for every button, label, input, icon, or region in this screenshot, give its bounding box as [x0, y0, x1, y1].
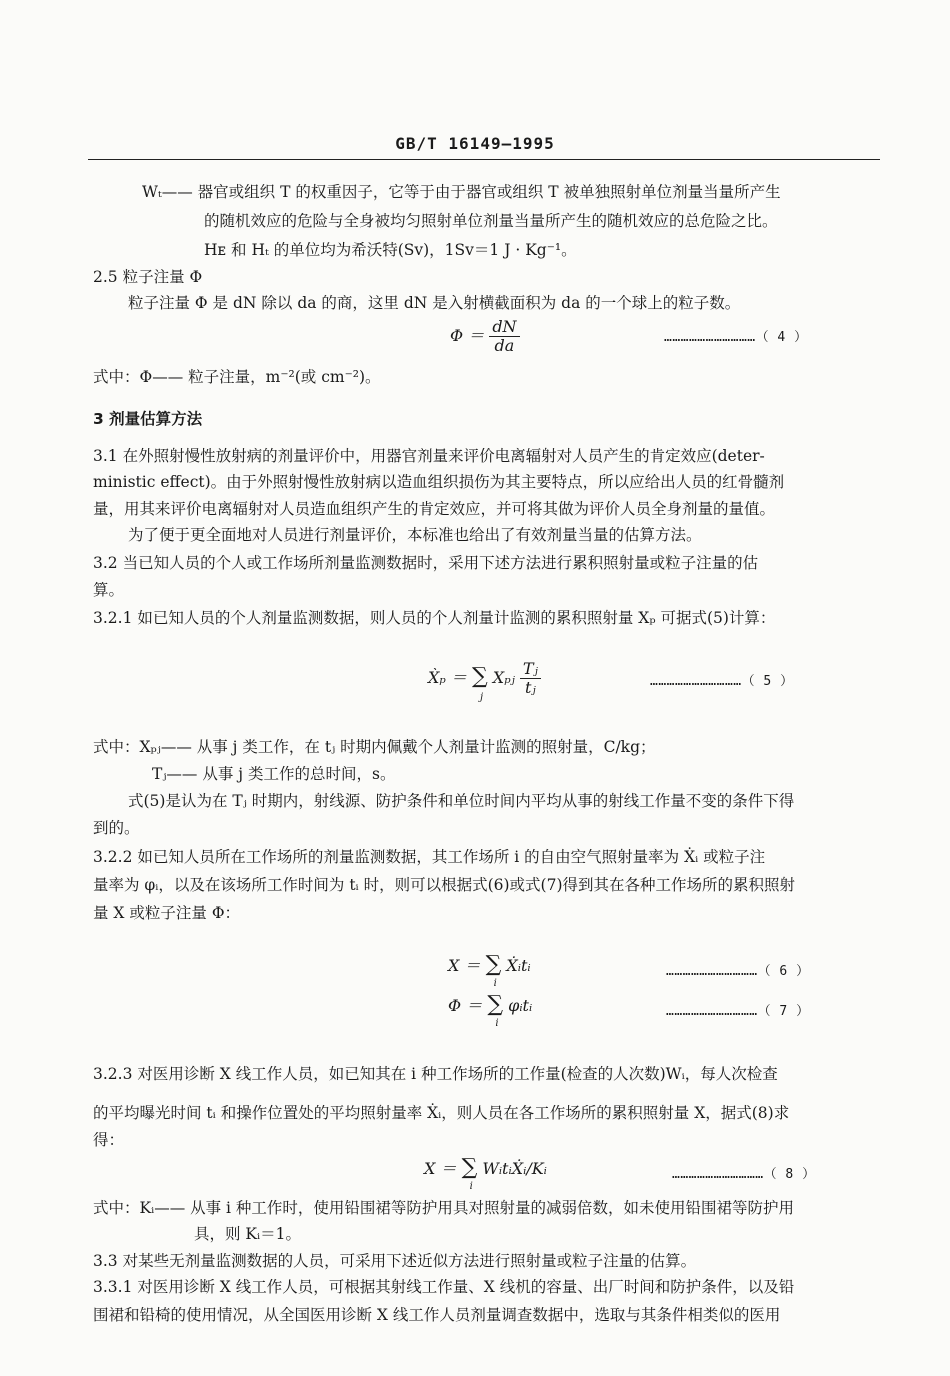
section-3-2-2-line: 量 X 或粒子注量 Φ： [93, 904, 241, 922]
formula-7-term: φᵢtᵢ [508, 996, 533, 1015]
formula-4-fraction [489, 318, 519, 355]
formula-8-lhs: X ＝ [424, 1159, 457, 1178]
formula-5-note: 到的。 [93, 819, 140, 837]
sum-symbol: ∑ [461, 1155, 478, 1180]
wt-definition-line: Wₜ—— 器官或组织 T 的权重因子，它等于由于器官或组织 T 被单独照射单位剂量当量所产生 [142, 183, 781, 201]
section-3-title: 3 剂量估算方法 [93, 410, 203, 428]
section-3-2-3-line: 得： [93, 1131, 125, 1149]
sum-index: i [495, 1018, 499, 1029]
formula-4 [450, 318, 520, 355]
sum-symbol: ∑ [485, 952, 502, 977]
section-3-2-3-line: 的平均曝光时间 tᵢ 和操作位置处的平均照射量率 Ẋᵢ，则人员在各工作场所的累积照射量 X，据式(8)求 [93, 1104, 790, 1122]
formula-5-denominator: tⱼ [525, 678, 536, 697]
sum-index: i [469, 1181, 473, 1192]
wt-definition-line: 的随机效应的危险与全身被均匀照射单位剂量当量所产生的随机效应的总危险之比。 [204, 212, 778, 230]
formula-4-lhs: Φ ＝ [450, 326, 485, 345]
formula-6 [448, 952, 531, 989]
equation-tag-7: ……………………………（ 7 ） [666, 1004, 810, 1019]
formula-5-where: 式中：Xₚⱼ—— 从事 j 类工作，在 tⱼ 时期内佩戴个人剂量计监测的照射量，C/kg； [93, 738, 656, 756]
document-code-header: GB/T 16149—1995 [395, 134, 555, 153]
sum-symbol: ∑ [487, 992, 504, 1017]
formula-7-lhs: Φ ＝ [448, 996, 483, 1015]
formula-5-term: Xₚⱼ [492, 668, 515, 687]
header-rule [88, 159, 880, 160]
formula-7 [448, 992, 533, 1029]
section-3-2-line: 3.2 当已知人员的个人或工作场所剂量监测数据时，采用下述方法进行累积照射量或粒子注量的估 [93, 554, 759, 572]
formula-8-where: 式中：Kᵢ—— 从事 i 种工作时，使用铅围裙等防护用具对照射量的减弱倍数，如未使用铅围裙等防护用 [93, 1199, 794, 1217]
formula-5-note: 式(5)是认为在 Tⱼ 时期内，射线源、防护条件和单位时间内平均从事的射线工作量不变的条件下得 [128, 792, 795, 810]
formula-4-denominator: da [494, 336, 515, 355]
equation-tag-4: ……………………………（ 4 ） [664, 330, 808, 345]
formula-4-numerator: dN [489, 318, 519, 337]
section-3-2-3-line: 3.2.3 对医用诊断 X 线工作人员，如已知其在 i 种工作场所的工作量(检查的人次数)Wᵢ，每人次检查 [93, 1065, 778, 1083]
formula-8-term: WᵢtᵢẊᵢ/Kᵢ [482, 1159, 547, 1178]
section-3-3-1-line: 3.3.1 对医用诊断 X 线工作人员，可根据其射线工作量、X 线机的容量、出厂时间和防护条件，以及铅 [93, 1278, 795, 1296]
formula-5-fraction [520, 660, 541, 697]
section-3-2-1-line: 3.2.1 如已知人员的个人剂量监测数据，则人员的个人剂量计监测的累积照射量 Xₚ 可据式(5)计算： [93, 609, 776, 627]
wt-definition-line: Hᴇ 和 Hₜ 的单位均为希沃特(Sv)，1Sv＝1 J · Kg⁻¹。 [204, 241, 577, 259]
formula-5-where: Tⱼ—— 从事 j 类工作的总时间，s。 [152, 765, 396, 783]
section-3-1-line: 3.1 在外照射慢性放射病的剂量评价中，用器官剂量来评价电离辐射对人员产生的肯定效应(deter- [93, 447, 765, 465]
section-3-2-2-line: 量率为 φᵢ，以及在该场所工作时间为 tᵢ 时，则可以根据式(6)或式(7)得到其在各种工作场所的累积照射 [93, 876, 796, 894]
formula-5-numerator: Tⱼ [520, 660, 541, 679]
section-3-3-1-line: 围裙和铅椅的使用情况，从全国医用诊断 X 线工作人员剂量调查数据中，选取与其条件相类似的医用 [93, 1306, 781, 1324]
sum-index: i [493, 978, 497, 989]
section-3-1-line: 量，用其来评价电离辐射对人员造血组织产生的肯定效应，并可将其做为评价人员全身剂量的量值。 [93, 500, 776, 518]
formula-6-term: Ẋᵢtᵢ [506, 956, 531, 975]
formula-6-lhs: X ＝ [448, 956, 481, 975]
formula-8-where: 具，则 Kᵢ＝1。 [194, 1225, 301, 1243]
formula-5-lhs: X̀ₚ ＝ [428, 668, 467, 687]
sum-index: j [479, 692, 484, 703]
sum-symbol: ∑ [471, 664, 488, 689]
formula-5 [428, 659, 541, 703]
equation-tag-6: ……………………………（ 6 ） [666, 964, 810, 979]
section-3-1-line: ministic effect)。由于外照射慢性放射病以造血组织损伤为其主要特点，所以应给出人员的红骨髓剂 [93, 473, 785, 491]
formula-8 [424, 1155, 547, 1192]
section-2-5-title: 2.5 粒子注量 Φ [93, 268, 203, 286]
equation-tag-5: ……………………………（ 5 ） [650, 674, 794, 689]
section-3-1-line: 为了便于更全面地对人员进行剂量评价，本标准也给出了有效剂量当量的估算方法。 [128, 526, 702, 544]
formula-4-where: 式中：Φ—— 粒子注量，m⁻²(或 cm⁻²)。 [93, 368, 381, 386]
section-2-5-body: 粒子注量 Φ 是 dN 除以 da 的商，这里 dN 是入射横截面积为 da 的一个球上的粒子数。 [128, 294, 741, 312]
equation-tag-8: ……………………………（ 8 ） [672, 1167, 816, 1182]
section-3-3-line: 3.3 对某些无剂量监测数据的人员，可采用下述近似方法进行照射量或粒子注量的估算。 [93, 1252, 697, 1270]
section-3-2-line: 算。 [93, 581, 125, 599]
section-3-2-2-line: 3.2.2 如已知人员所在工作场所的剂量监测数据，其工作场所 i 的自由空气照射量率为 Ẋᵢ 或粒子注 [93, 848, 766, 866]
